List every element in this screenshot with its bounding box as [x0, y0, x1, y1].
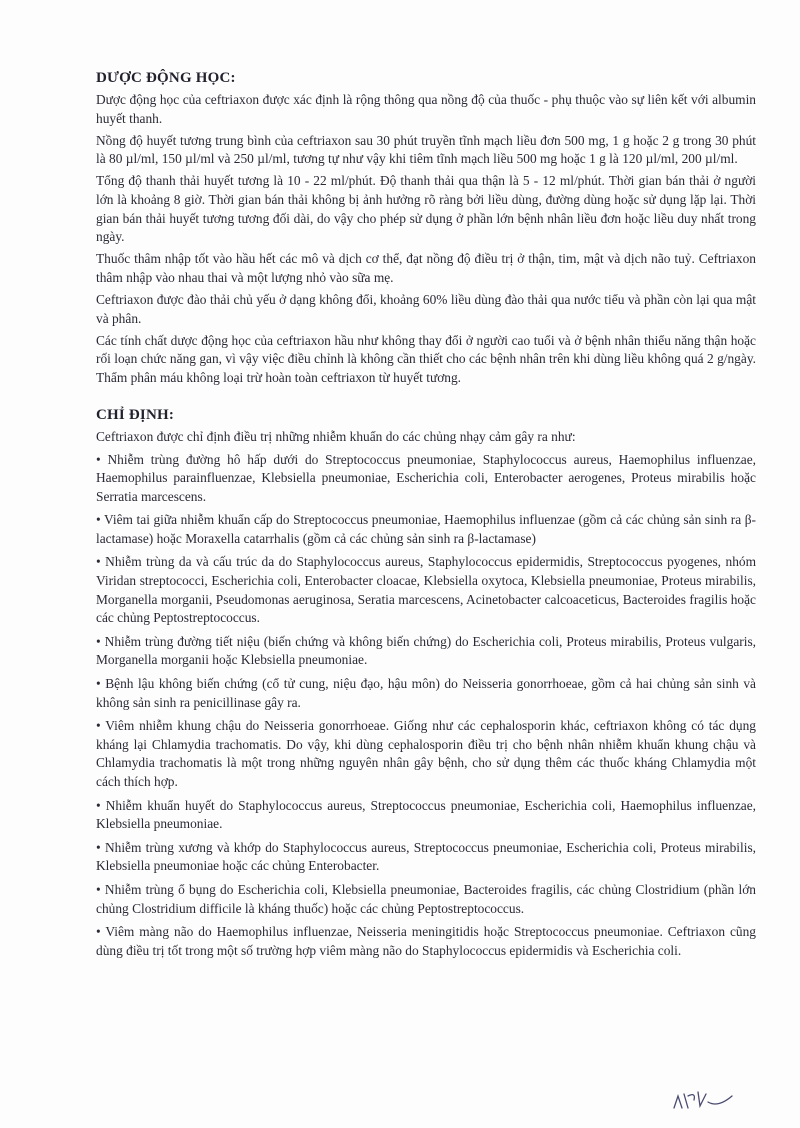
bullet-item: • Nhiễm trùng ổ bụng do Escherichia coli, Klebsiella pneumoniae, Bacteroides fragilis, các chủng Clostridium (phần lớn chủng Clostridium difficile là kháng thuốc) hoặc các chủng Peptostreptococcus.: [96, 881, 756, 916]
paragraph: Tổng độ thanh thải huyết tương là 10 - 22 ml/phút. Độ thanh thải qua thận là 5 - 12 ml/phút. Thời gian bán thải ở người lớn là khoảng 8 giờ. Thời gian bán thải không bị ảnh hưởng rõ ràng bởi liều dùng, đường dùng hoặc sử dụng lặp lại. Thời gian bán thải huyết tương tương đối dài, do vậy cho phép sử dụng ở phần lớn bệnh nhân liều đơn hoặc liều duy nhất trong ngày.: [96, 173, 756, 245]
document-page: [96, 70, 756, 965]
paragraph: Ceftriaxon được đào thải chủ yếu ở dạng không đổi, khoảng 60% liều dùng đào thải qua nước tiểu và phần còn lại qua mật và phân.: [96, 291, 756, 326]
bullet-item: • Bệnh lậu không biến chứng (cổ tử cung, niệu đạo, hậu môn) do Neisseria gonorrhoeae, gồm cả hai chủng sản sinh và không sản sinh ra penicillinase gây ra.: [96, 676, 756, 710]
handwritten-initials: [670, 1088, 740, 1114]
bullet-item: • Viêm tai giữa nhiễm khuẩn cấp do Streptococcus pneumoniae, Haemophilus influenzae (gồm cả các chủng sản sinh ra β-lactamase) hoặc Moraxella catarrhalis (gồm cả các chủng sản sinh ra β-lactamase): [96, 512, 756, 546]
paragraph: Các tính chất dược động học của ceftriaxon hầu như không thay đổi ở người cao tuổi và ở bệnh nhân thiểu năng thận hoặc rối loạn chức năng gan, vì vậy việc điều chỉnh là không cần thiết cho các bệnh nhân trên khi dùng liều không quá 2 g/ngày. Thẩm phân máu không loại trừ hoàn toàn ceftriaxon từ huyết tương.: [96, 332, 756, 385]
bullet-item: • Nhiễm trùng đường tiết niệu (biến chứng và không biến chứng) do Escherichia coli, Proteus mirabilis, Proteus vulgaris, Morganella morganii hoặc Klebsiella pneumoniae.: [96, 633, 756, 668]
section-heading-pharmacokinetics: DƯỢC ĐỘNG HỌC:: [96, 70, 236, 86]
bullet-item: • Viêm nhiễm khung chậu do Neisseria gonorrhoeae. Giống như các cephalosporin khác, ceftriaxon không có tác dụng kháng lại Chlamydia trachomatis. Do vậy, khi dùng cephalosporin điều trị cho bệnh nhân nhiễm khuẩn khung chậu và Chlamydia trachomatis là một trong những nguyên nhân gây bệnh, cho sử dụng thêm các thuốc kháng Chlamydia một cách thích hợp.: [96, 718, 756, 789]
section-heading-indications: CHỈ ĐỊNH:: [96, 407, 175, 424]
bullet-item: • Nhiễm trùng xương và khớp do Staphylococcus aureus, Streptococcus pneumoniae, Escherichia coli, Proteus mirabilis, Klebsiella pneumoniae hoặc các chủng Enterobacter.: [96, 839, 756, 874]
paragraph: Dược động học của ceftriaxon được xác định là rộng thông qua nồng độ của thuốc - phụ thuộc vào sự liên kết với albumin huyết thanh.: [96, 92, 756, 126]
bullet-item: • Nhiễm khuẩn huyết do Staphylococcus aureus, Streptococcus pneumoniae, Escherichia coli, Haemophilus influenzae, Klebsiella pneumoniae.: [96, 797, 756, 832]
bullet-item: • Nhiễm trùng da và cấu trúc da do Staphylococcus aureus, Staphylococcus epidermidis, Streptococcus pyogenes, nhóm Viridan streptococci, Escherichia coli, Enterobacter cloacae, Klebsiella oxytoca, Klebsiella pneumoniae, Proteus mirabilis, Morganella morganii, Pseudomonas aeruginosa, Seratia marcescens, Acinetobacter calcoaceticus, Bacteroides fragilis hoặc các chủng Peptostreptococcus.: [96, 554, 756, 626]
paragraph: Nồng độ huyết tương trung bình của ceftriaxon sau 30 phút truyền tĩnh mạch liều đơn 500 mg, 1 g hoặc 2 g trong 30 phút là 80 µl/ml, 150 µl/ml và 250 µl/ml, tương tự như vậy khi tiêm tĩnh mạch liều 500 mg hoặc 1 g là 120 µl/ml, 200 µl/ml.: [96, 132, 756, 167]
bullet-item: • Nhiễm trùng đường hô hấp dưới do Streptococcus pneumoniae, Staphylococcus aureus, Haemophilus influenzae, Haemophilus parainfluenzae, Klebsiella pneumoniae, Escherichia coli, Enterobacter aerogenes, Proteus mirabilis hoặc Serratia marcescens.: [96, 451, 756, 504]
paragraph: Ceftriaxon được chỉ định điều trị những nhiễm khuẩn do các chủng nhạy cảm gây ra như:: [96, 429, 576, 445]
bullet-item: • Viêm màng não do Haemophilus influenzae, Neisseria meningitidis hoặc Streptococcus pneumoniae. Ceftriaxon cũng dùng điều trị tốt trong một số trường hợp viêm màng não do Staphylococcus epidermidis và Escherichia coli.: [96, 924, 756, 958]
paragraph: Thuốc thâm nhập tốt vào hầu hết các mô và dịch cơ thể, đạt nồng độ điều trị ở thận, tim, mật và dịch não tuỷ. Ceftriaxon thâm nhập vào nhau thai và một lượng nhỏ vào sữa mẹ.: [96, 251, 756, 285]
